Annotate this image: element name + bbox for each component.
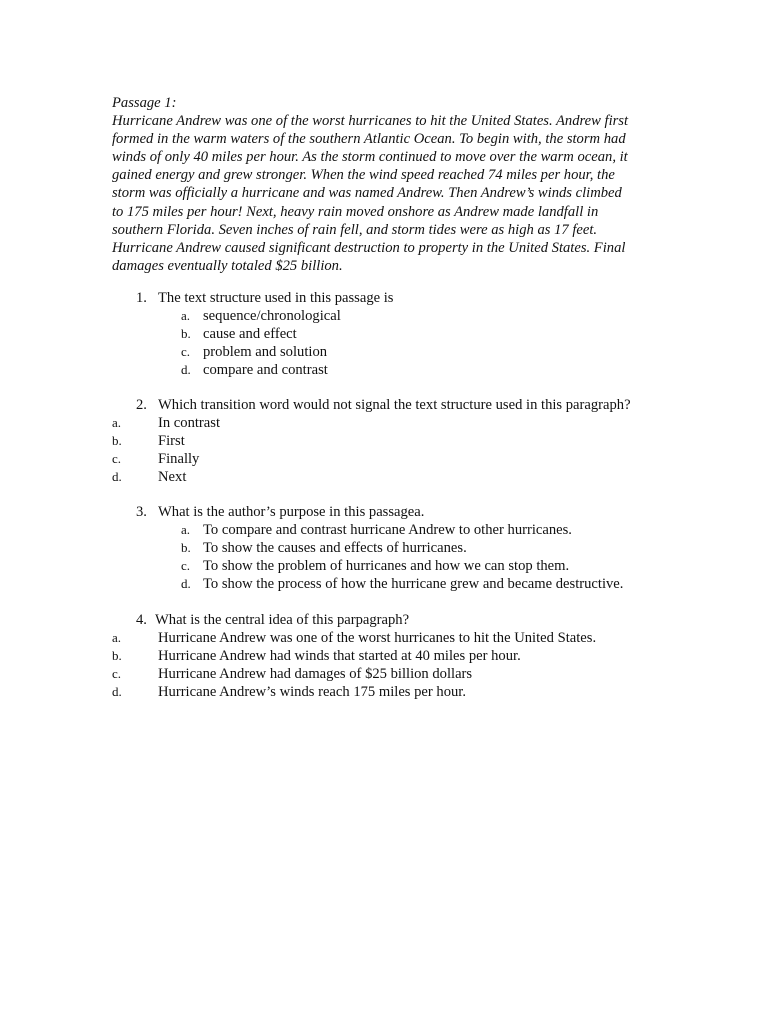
question-3 [136, 503, 623, 593]
question-text: The text structure used in this passage is [158, 290, 394, 306]
passage-heading: Passage 1: [112, 95, 177, 111]
option-text: To show the problem of hurricanes and how we can stop them. [203, 558, 570, 575]
option-text: Next [158, 469, 187, 486]
question-stem [136, 611, 596, 629]
passage-line: damages eventually totaled $25 billion. [112, 257, 343, 274]
answer-option [181, 307, 393, 325]
answer-option [112, 414, 631, 432]
answer-option [112, 647, 596, 665]
answer-option [181, 325, 393, 343]
answer-option [112, 450, 631, 468]
passage-line: storm was officially a hurricane and was named Andrew. Then Andrew’s winds climbed [112, 185, 622, 202]
option-letter: b. [181, 326, 191, 342]
answer-option [112, 629, 596, 647]
option-letter: b. [112, 433, 122, 449]
passage-line: gained energy and grew stronger. When the wind speed reached 74 miles per hour, the [112, 167, 615, 184]
question-stem [136, 396, 631, 414]
answer-option [112, 683, 596, 701]
option-letter: d. [181, 362, 191, 378]
answer-option [181, 575, 623, 593]
passage-line: Hurricane Andrew caused significant destruction to property in the United States. Final [112, 239, 626, 256]
option-text: First [158, 433, 185, 450]
option-letter: c. [181, 344, 191, 360]
answer-option [112, 468, 631, 486]
question-text: Which transition word would not signal the text structure used in this paragraph? [158, 397, 631, 413]
passage-line: formed in the warm waters of the southern Atlantic Ocean. To begin with, the storm had [112, 131, 626, 148]
answer-option [181, 521, 623, 539]
passage-line: winds of only 40 miles per hour. As the storm continued to move over the warm ocean, it [112, 149, 628, 166]
option-text: In contrast [158, 415, 221, 432]
answer-option [112, 665, 596, 683]
answer-options [181, 307, 393, 379]
option-letter: c. [112, 451, 122, 467]
answer-option [181, 557, 623, 575]
answer-option [181, 343, 393, 361]
option-letter: a. [181, 522, 191, 538]
question-2 [112, 396, 631, 486]
passage-line: Hurricane Andrew was one of the worst hurricanes to hit the United States. Andrew first [112, 113, 629, 130]
answer-option [112, 432, 631, 450]
option-letter: a. [112, 415, 122, 431]
question-1 [136, 289, 393, 379]
option-text: cause and effect [203, 326, 297, 343]
question-stem [136, 289, 393, 307]
answer-option [181, 539, 623, 557]
answer-options [181, 521, 623, 593]
question-4 [112, 611, 597, 701]
option-letter: b. [112, 648, 122, 664]
option-text: To show the causes and effects of hurricanes. [203, 540, 467, 557]
option-text: Hurricane Andrew had winds that started at 40 miles per hour. [158, 648, 521, 665]
option-letter: c. [181, 558, 191, 574]
option-text: problem and solution [203, 344, 328, 361]
option-letter: a. [181, 308, 191, 324]
option-letter: c. [112, 666, 122, 682]
option-letter: a. [112, 630, 122, 646]
option-text: sequence/chronological [203, 308, 341, 325]
option-text: To compare and contrast hurricane Andrew to other hurricanes. [203, 522, 572, 539]
answer-options [112, 414, 631, 486]
option-text: Hurricane Andrew was one of the worst hurricanes to hit the United States. [158, 630, 597, 647]
answer-options [112, 629, 596, 701]
question-text: What is the central idea of this parpagraph? [155, 612, 410, 628]
option-letter: d. [181, 576, 191, 592]
question-number: 1. [136, 290, 147, 306]
passage-line: to 175 miles per hour! Next, heavy rain moved onshore as Andrew made landfall in [112, 203, 599, 220]
passage-line: southern Florida. Seven inches of rain fell, and storm tides were as high as 17 feet. [112, 221, 598, 238]
question-number: 4. [136, 612, 147, 628]
option-text: compare and contrast [203, 362, 328, 379]
option-text: Hurricane Andrew’s winds reach 175 miles per hour. [158, 684, 467, 701]
answer-option [181, 361, 393, 379]
option-text: Finally [158, 451, 200, 468]
question-number: 2. [136, 397, 147, 413]
question-stem [136, 503, 623, 521]
question-number: 3. [136, 504, 147, 520]
option-letter: d. [112, 684, 122, 700]
option-text: Hurricane Andrew had damages of $25 billion dollars [158, 666, 473, 683]
question-text: What is the author’s purpose in this passagea. [158, 504, 425, 520]
option-letter: b. [181, 540, 191, 556]
option-text: To show the process of how the hurricane grew and became destructive. [203, 576, 624, 593]
option-letter: d. [112, 469, 122, 485]
passage-block [112, 94, 652, 275]
